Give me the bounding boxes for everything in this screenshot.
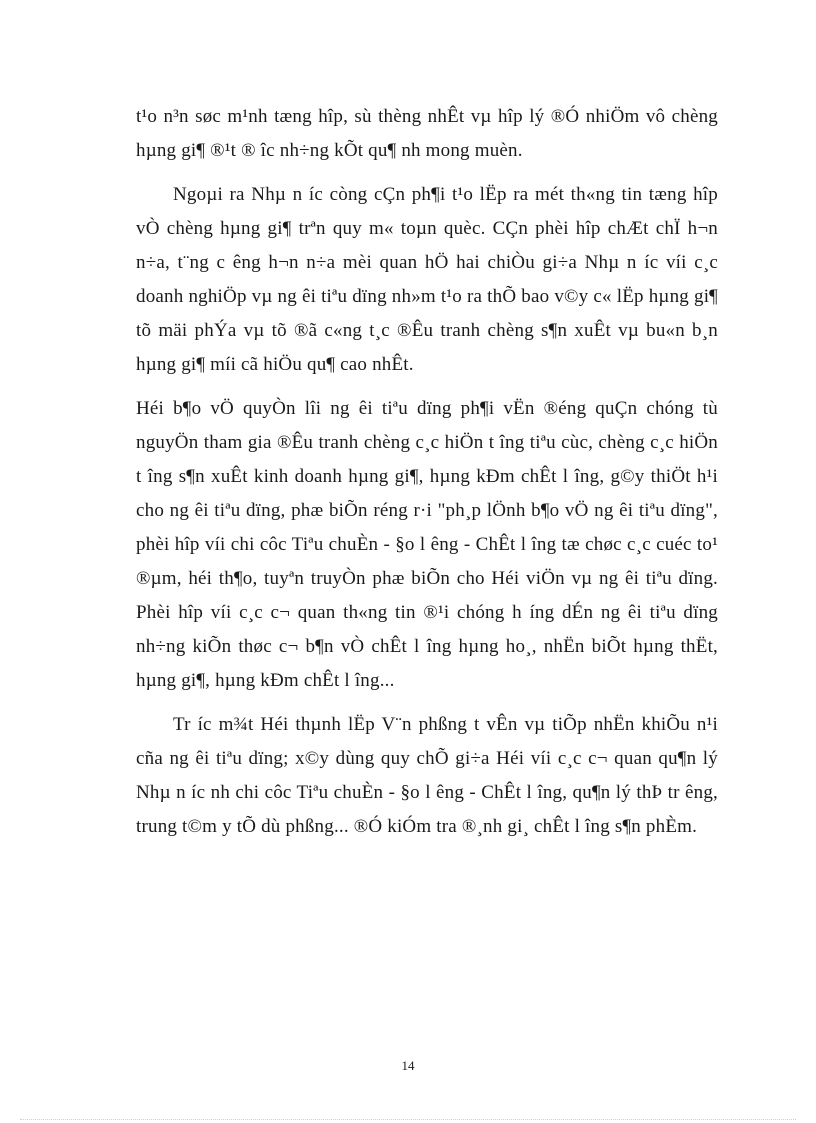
body-text xyxy=(136,100,718,844)
paragraph-1: t¹o n³n søc m¹nh tæng hîp, sù thèng nhÊt vµ hîp lý ®Ó nhiÖm vô chèng hµng gi¶ ®¹t ® îc nh÷ng kÕt qu¶ nh mong muèn. xyxy=(136,106,718,161)
page-bottom-divider xyxy=(20,1119,796,1120)
paragraph-4: Tr íc m¾t Héi thµnh lËp V¨n phßng t vÊn vµ tiÕp nhËn khiÕu n¹i cña ng êi tiªu dïng; x©y dùng quy chÕ gi÷a Héi víi c¸c c¬ quan qu¶n lý Nhµ n íc nh chi côc Tiªu chuÈn - §o l êng - ChÊt l îng, qu¶n lý thÞ tr êng, trung t©m y tÕ dù phßng... ®Ó kiÓm tra ®¸nh gi¸ chÊt l îng s¶n phÈm. xyxy=(136,714,718,837)
paragraph-2: Ngoµi ra Nhµ n íc còng cÇn ph¶i t¹o lËp ra mét th«ng tin tæng hîp vÒ chèng hµng gi¶ trªn quy m« toµn quèc. CÇn phèi hîp chÆt chÏ h¬n n÷a, t¨ng c êng h¬n n÷a mèi quan hÖ hai chiÒu gi÷a Nhµ n íc víi c¸c doanh nghiÖp vµ ng êi tiªu dïng nh»m t¹o ra thÕ bao v©y c« lËp hµng gi¶ tõ mäi phÝa vµ tõ ®ã c«ng t¸c ®Êu tranh chèng s¶n xuÊt vµ bu«n b¸n hµng gi¶ míi cã hiÖu qu¶ cao nhÊt. xyxy=(136,184,718,375)
paragraph-3: Héi b¶o vÖ quyÒn lîi ng êi tiªu dïng ph¶i vËn ®éng quÇn chóng tù nguyÖn tham gia ®Êu tranh chèng c¸c hiÖn t îng tiªu cùc, chèng c¸c hiÖn t îng s¶n xuÊt kinh doanh hµng gi¶, hµng kÐm chÊt l îng, g©y thiÖt h¹i cho ng êi tiªu dïng, phæ biÕn réng r·i "ph¸p lÖnh b¶o vÖ ng êi tiªu dïng", phèi hîp víi chi côc Tiªu chuÈn - §o l êng - ChÊt l îng tæ chøc c¸c cuéc to¹ ®µm, héi th¶o, tuyªn truyÒn phæ biÕn cho Héi viÖn vµ ng êi tiªu dïng. Phèi hîp víi c¸c c¬ quan th«ng tin ®¹i chóng h íng dÉn ng êi tiªu dïng nh÷ng kiÕn thøc c¬ b¶n vÒ chÊt l îng hµng ho¸, nhËn biÕt hµng thËt, hµng gi¶, hµng kÐm chÊt l îng... xyxy=(136,398,718,691)
page-number: 14 xyxy=(401,1058,415,1073)
